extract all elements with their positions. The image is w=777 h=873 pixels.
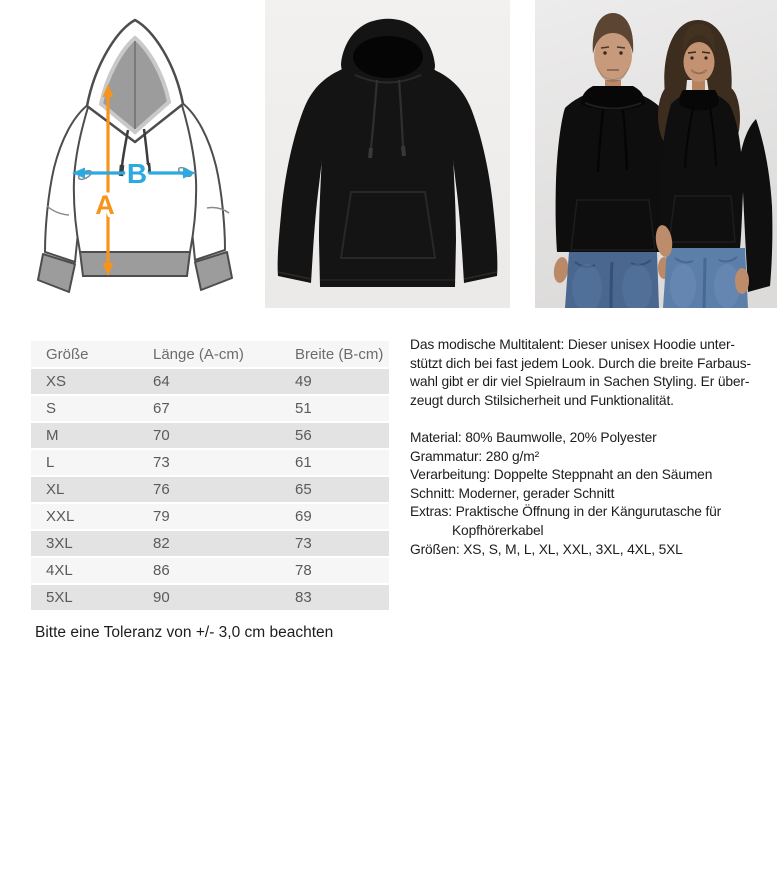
text-line: Größen: XS, S, M, L, XL, XXL, 3XL, 4XL, 5XL (410, 541, 683, 557)
woman-hand (735, 268, 749, 294)
diagram-hem-band (80, 252, 190, 276)
table-cell: 3XL (46, 535, 73, 552)
paragraph-spacer (410, 410, 777, 429)
text-line: stützt dich bei fast jedem Look. Durch die breite Farbaus- (410, 355, 751, 371)
table-cell: 5XL (46, 589, 73, 606)
text-line: Verarbeitung: Doppelte Steppnaht an den Säumen (410, 467, 713, 483)
table-cell: 73 (153, 454, 170, 471)
table-row (31, 423, 389, 448)
table-cell: 49 (295, 373, 312, 390)
table-cell: S (46, 400, 57, 417)
text-line: Das modische Multitalent: Dieser unisex Hoodie unter- (410, 337, 735, 352)
table-cell: XXL (46, 508, 75, 525)
table-row (31, 396, 389, 421)
table-cell: XS (46, 373, 67, 390)
product-description (410, 336, 777, 559)
table-cell: 56 (295, 427, 312, 444)
table-cell: 73 (295, 535, 312, 552)
models-photo (535, 0, 777, 308)
text-line: zeugt durch Stilsicherheit und Funktionalität. (410, 392, 674, 408)
table-cell: 67 (153, 400, 170, 417)
text-line: Grammatur: 280 g/m² (410, 448, 540, 464)
drawstring-aglet (403, 146, 404, 156)
table-row (31, 585, 389, 610)
table-row (31, 369, 389, 394)
table-cell: 4XL (46, 562, 73, 579)
column-header: Breite (B-cm) (295, 345, 384, 363)
table-cell: 83 (295, 589, 312, 606)
woman-face (684, 42, 715, 82)
hoodie-measurement-diagram (25, 10, 255, 310)
woman-eye (690, 56, 693, 59)
table-row (31, 531, 389, 556)
table-cell: 76 (153, 481, 170, 498)
table-header-row (31, 341, 389, 367)
hood-opening (353, 36, 423, 78)
man-eye (619, 51, 622, 54)
table-cell: 61 (295, 454, 312, 471)
text-line: Material: 80% Baumwolle, 20% Polyester (410, 429, 657, 445)
column-header: Länge (A-cm) (153, 345, 244, 363)
size-table (31, 341, 389, 612)
table-row (31, 558, 389, 583)
table-cell: 86 (153, 562, 170, 579)
column-header: Größe (46, 345, 89, 363)
product-photo-hoodie (265, 0, 510, 308)
man-jeans-seam (611, 262, 612, 308)
woman-eye (704, 56, 707, 59)
table-cell: 90 (153, 589, 170, 606)
table-cell: M (46, 427, 59, 444)
table-cell: 79 (153, 508, 170, 525)
man-eye (603, 51, 606, 54)
table-cell: 78 (295, 562, 312, 579)
text-line: wahl gibt er dir viel Spielraum in Sachen Styling. Er über- (410, 374, 750, 390)
description-intro (410, 336, 777, 410)
table-cell: 51 (295, 400, 312, 417)
text-line: Kopfhörerkabel (452, 522, 544, 538)
table-cell: XL (46, 481, 65, 498)
woman-jeans-wash (670, 264, 696, 308)
tolerance-note: Bitte eine Toleranz von +/- 3,0 cm beachten (35, 624, 334, 641)
text-line: Extras: Praktische Öffnung in der Kängurutasche für (410, 504, 722, 520)
table-cell: 70 (153, 427, 170, 444)
width-label: B (126, 158, 148, 189)
woman-jeans-seam (704, 258, 705, 308)
table-cell: 69 (295, 508, 312, 525)
text-line: Schnitt: Moderner, gerader Schnitt (410, 485, 615, 501)
table-row (31, 450, 389, 475)
table-cell: 65 (295, 481, 312, 498)
drawstring-aglet (370, 148, 371, 158)
table-row (31, 477, 389, 502)
woman-hood-bunched (679, 90, 718, 111)
table-cell: 82 (153, 535, 170, 552)
table-cell: L (46, 454, 55, 471)
description-details (410, 429, 777, 559)
table-row (31, 504, 389, 529)
man-hood-bunched (581, 86, 645, 110)
table-cell: 64 (153, 373, 170, 390)
length-label: A (95, 190, 115, 220)
